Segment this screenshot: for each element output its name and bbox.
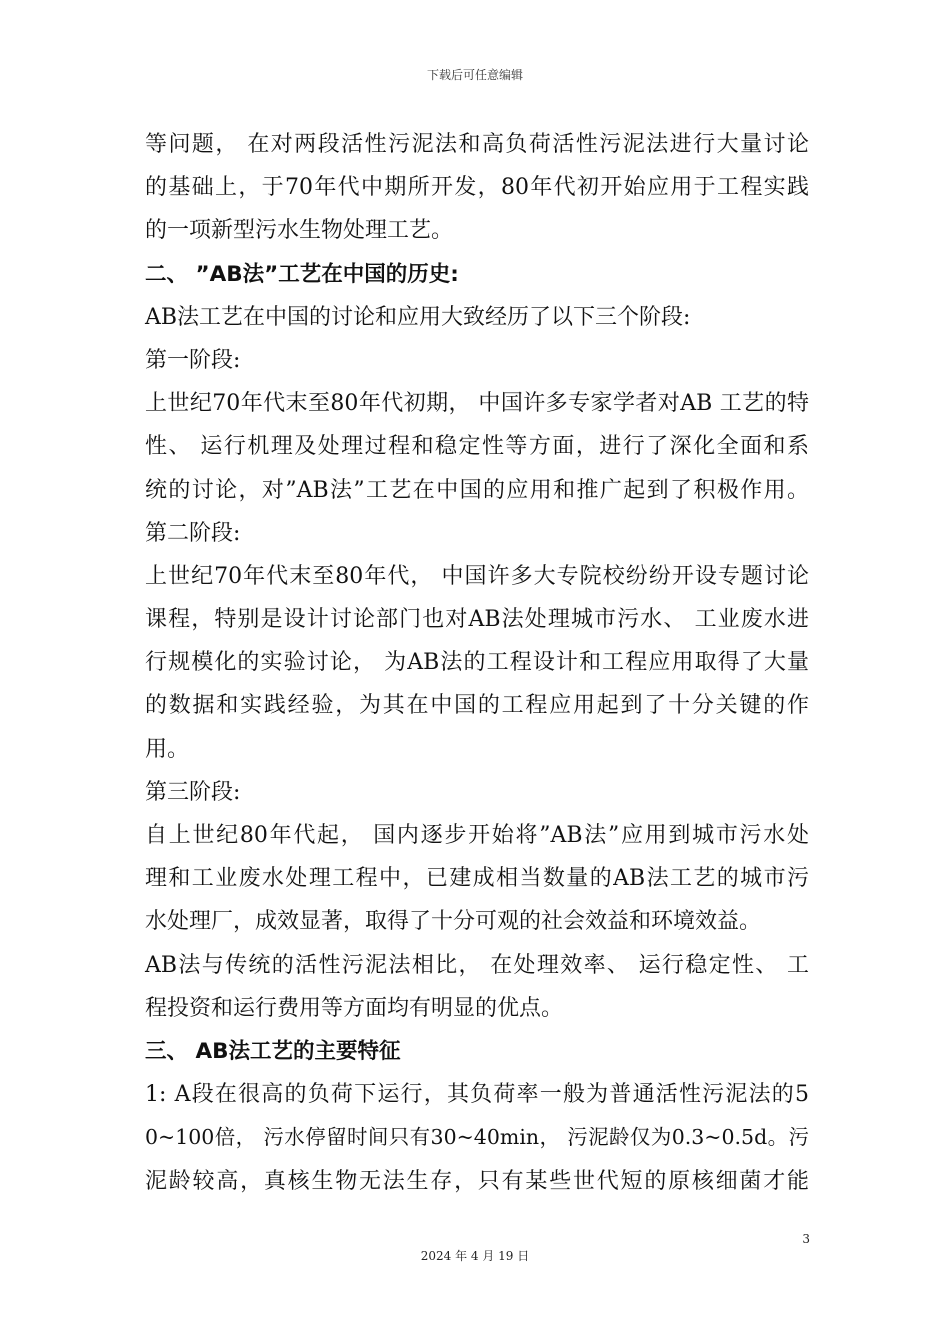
body-text-line: 水处理厂，成效显著，取得了十分可观的社会效益和环境效益。: [145, 909, 762, 935]
footer-date: 2024 年 4 月 19 日: [420, 1249, 530, 1263]
body-text-line: 第二阶段:: [145, 520, 241, 546]
body-text-line: 第一阶段:: [145, 347, 241, 373]
body-text-line: 用。: [145, 736, 190, 762]
body-text-line: AB法工艺在中国的讨论和应用大致经历了以下三个阶段:: [145, 304, 691, 330]
document-body: [145, 123, 809, 1203]
page-number: 3: [802, 1232, 810, 1246]
body-text-line: AB法与传统的活性污泥法相比， 在处理效率、 运行稳定性、 工: [145, 952, 809, 978]
section-heading: 三、 AB法工艺的主要特征: [145, 1038, 401, 1064]
body-text-line: 0~100倍， 污水停留时间只有30~40min， 污泥龄仅为0.3~0.5d。污: [145, 1125, 809, 1150]
body-text-line: 性、 运行机理及处理过程和稳定性等方面，进行了深化全面和系: [145, 434, 809, 460]
body-text-line: 课程，特别是设计讨论部门也对AB法处理城市污水、 工业废水进: [145, 607, 809, 633]
body-text-line: 行规模化的实验讨论， 为AB法的工程设计和工程应用取得了大量: [145, 650, 809, 676]
body-text-line: 泥龄较高，真核生物无法生存，只有某些世代短的原核细菌才能: [145, 1168, 809, 1194]
body-text-line: 第三阶段:: [145, 779, 241, 805]
body-text-line: 上世纪70年代末至80年代， 中国许多大专院校纷纷开设专题讨论: [145, 563, 809, 589]
body-text-line: 理和工业废水处理工程中，已建成相当数量的AB法工艺的城市污: [145, 866, 809, 892]
body-text-line: 的基础上，于70年代中期所开发，80年代初开始应用于工程实践: [145, 175, 809, 201]
body-text-line: 等问题， 在对两段活性污泥法和高负荷活性污泥法进行大量讨论: [145, 132, 809, 157]
page-header: 下载后可任意编辑: [426, 68, 523, 82]
body-text-line: 程投资和运行费用等方面均有明显的优点。: [145, 995, 564, 1021]
body-text-line: 自上世纪80年代起， 国内逐步开始将”AB法”应用到城市污水处: [145, 823, 809, 848]
body-text-line: 统的讨论，对”AB法”工艺在中国的应用和推广起到了积极作用。: [145, 477, 809, 503]
section-heading: 二、 ”AB法”工艺在中国的历史:: [145, 261, 459, 287]
body-text-line: 的数据和实践经验，为其在中国的工程应用起到了十分关键的作: [145, 693, 809, 719]
body-text-line: 的一项新型污水生物处理工艺。: [145, 218, 454, 244]
body-text-line: 上世纪70年代末至80年代初期， 中国许多专家学者对AB 工艺的特: [145, 391, 809, 417]
body-text-line: 1: A段在很高的负荷下运行，其负荷率一般为普通活性污泥法的5: [145, 1082, 809, 1108]
